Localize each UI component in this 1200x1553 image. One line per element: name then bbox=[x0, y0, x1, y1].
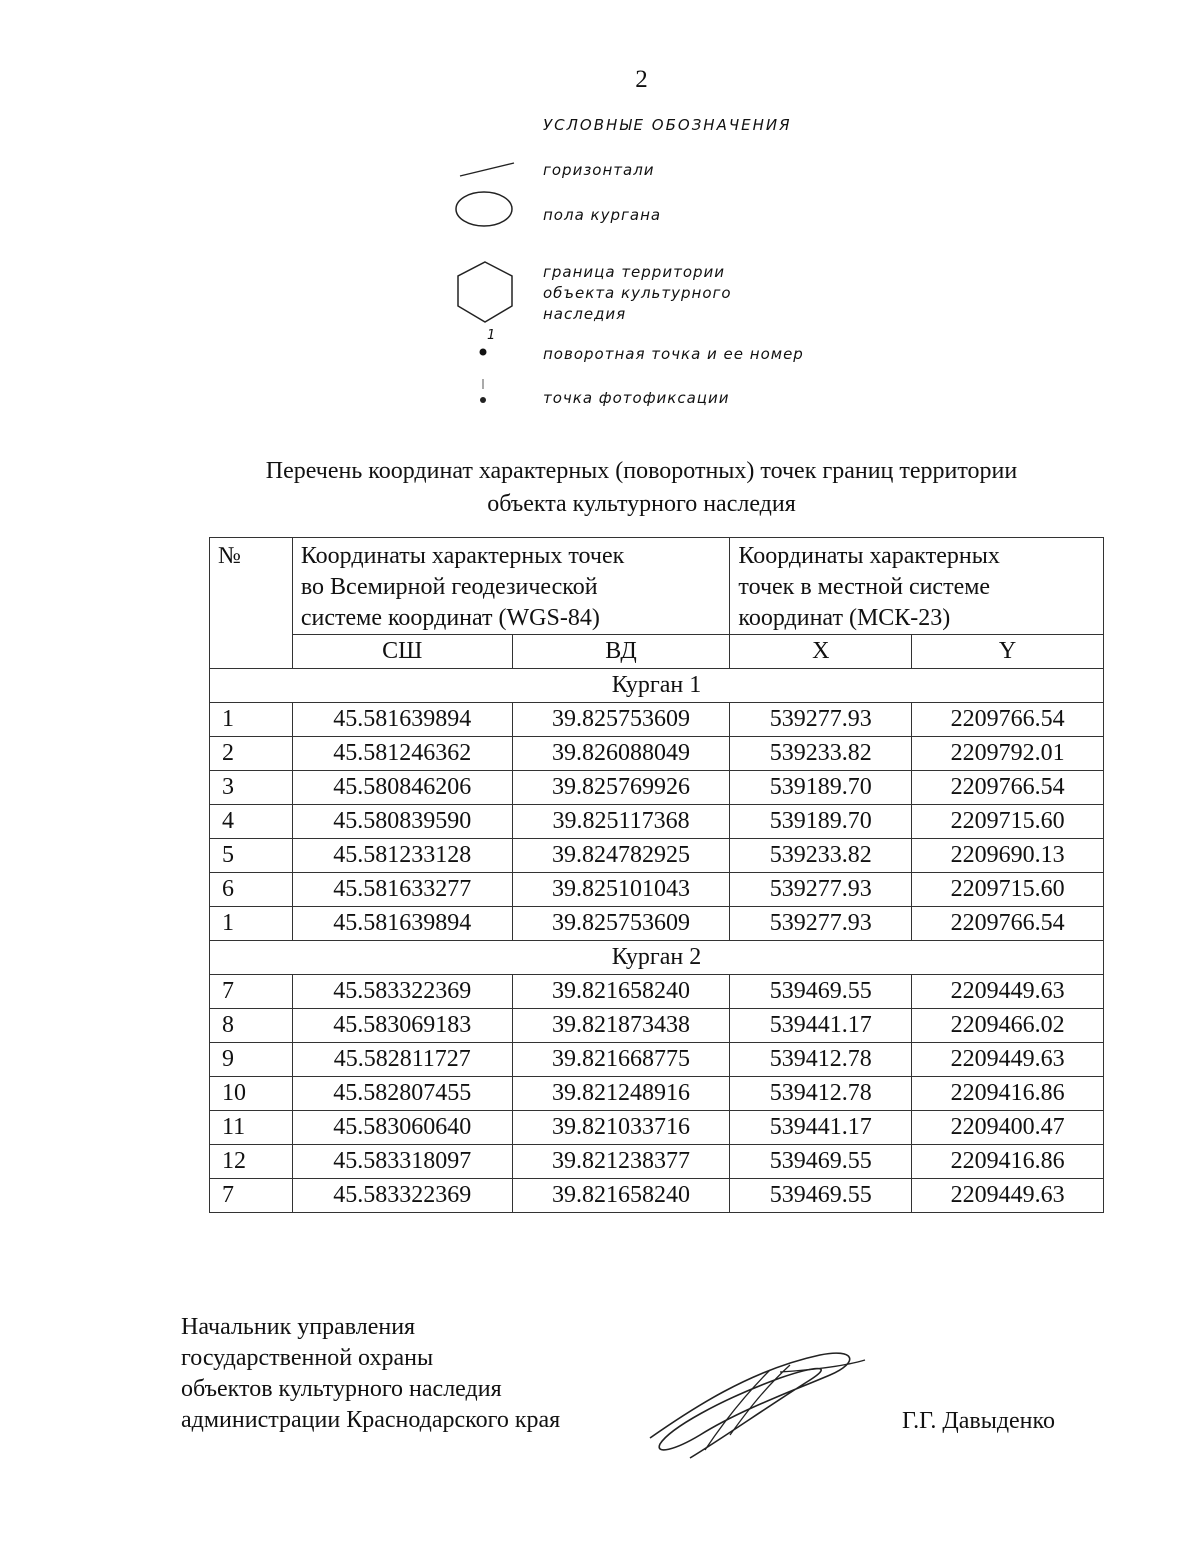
x-coord: 539277.93 bbox=[730, 703, 912, 737]
coordinates-table bbox=[209, 537, 1104, 1213]
section-title: Курган 2 bbox=[210, 941, 1104, 975]
table-row bbox=[210, 737, 1104, 771]
legend-label-turning-point: поворотная точка и ее номер bbox=[543, 345, 804, 363]
longitude: 39.826088049 bbox=[512, 737, 730, 771]
subheader-x: X bbox=[730, 635, 912, 669]
header-msk-line: точек в местной системе bbox=[738, 574, 991, 600]
table-row bbox=[210, 839, 1104, 873]
point-number: 3 bbox=[210, 771, 293, 805]
point-number: 9 bbox=[210, 1043, 293, 1077]
table-row bbox=[210, 907, 1104, 941]
page-number: 2 bbox=[635, 66, 648, 93]
x-coord: 539469.55 bbox=[730, 1179, 912, 1213]
caption-line-1: Перечень координат характерных (поворотных) точек границ территории bbox=[265, 458, 1018, 484]
subheader-y: Y bbox=[912, 635, 1104, 669]
y-coord: 2209449.63 bbox=[912, 1179, 1104, 1213]
longitude: 39.825753609 bbox=[512, 703, 730, 737]
x-coord: 539233.82 bbox=[730, 839, 912, 873]
header-wgs-line: системе координат (WGS-84) bbox=[300, 605, 600, 631]
latitude: 45.580839590 bbox=[292, 805, 512, 839]
latitude: 45.583069183 bbox=[292, 1009, 512, 1043]
table-caption bbox=[0, 455, 1200, 521]
point-number: 6 bbox=[210, 873, 293, 907]
latitude: 45.581639894 bbox=[292, 703, 512, 737]
handwritten-signature bbox=[630, 1340, 870, 1470]
point-number: 11 bbox=[210, 1111, 293, 1145]
point-number: 10 bbox=[210, 1077, 293, 1111]
header-msk-line: Координаты характерных bbox=[738, 543, 1000, 569]
longitude: 39.825101043 bbox=[512, 873, 730, 907]
y-coord: 2209792.01 bbox=[912, 737, 1104, 771]
position-line: администрации Краснодарского края bbox=[181, 1407, 561, 1433]
section-title: Курган 1 bbox=[210, 669, 1104, 703]
turning-point-number: 1 bbox=[487, 328, 497, 343]
longitude: 39.821873438 bbox=[512, 1009, 730, 1043]
header-msk bbox=[730, 538, 1104, 635]
point-number: 12 bbox=[210, 1145, 293, 1179]
point-number: 1 bbox=[210, 703, 293, 737]
y-coord: 2209449.63 bbox=[912, 1043, 1104, 1077]
position-line: Начальник управления bbox=[181, 1314, 416, 1340]
x-coord: 539189.70 bbox=[730, 771, 912, 805]
longitude: 39.825117368 bbox=[512, 805, 730, 839]
subheader-lon: ВД bbox=[512, 635, 730, 669]
table-row bbox=[210, 1009, 1104, 1043]
point-number: 8 bbox=[210, 1009, 293, 1043]
table-row bbox=[210, 975, 1104, 1009]
subheader-lat: СШ bbox=[292, 635, 512, 669]
point-number: 5 bbox=[210, 839, 293, 873]
position-line: государственной охраны bbox=[181, 1345, 434, 1371]
legend-label-ellipse: пола кургана bbox=[543, 206, 662, 224]
header-num: № bbox=[210, 538, 293, 669]
longitude: 39.825769926 bbox=[512, 771, 730, 805]
y-coord: 2209400.47 bbox=[912, 1111, 1104, 1145]
table-row bbox=[210, 805, 1104, 839]
latitude: 45.580846206 bbox=[292, 771, 512, 805]
longitude: 39.821238377 bbox=[512, 1145, 730, 1179]
y-coord: 2209416.86 bbox=[912, 1145, 1104, 1179]
x-coord: 539469.55 bbox=[730, 975, 912, 1009]
latitude: 45.582811727 bbox=[292, 1043, 512, 1077]
y-coord: 2209766.54 bbox=[912, 907, 1104, 941]
legend-label-hexagon-2: объекта культурного bbox=[543, 284, 732, 302]
y-coord: 2209449.63 bbox=[912, 975, 1104, 1009]
ellipse-icon bbox=[452, 188, 518, 232]
position-line: объектов культурного наследия bbox=[181, 1376, 502, 1402]
signatory-position bbox=[181, 1312, 560, 1436]
x-coord: 539189.70 bbox=[730, 805, 912, 839]
latitude: 45.583322369 bbox=[292, 975, 512, 1009]
y-coord: 2209715.60 bbox=[912, 805, 1104, 839]
header-wgs bbox=[292, 538, 730, 635]
latitude: 45.583322369 bbox=[292, 1179, 512, 1213]
latitude: 45.581233128 bbox=[292, 839, 512, 873]
longitude: 39.824782925 bbox=[512, 839, 730, 873]
photo-point-icon bbox=[476, 377, 490, 407]
legend-label-contour: горизонтали bbox=[543, 161, 655, 179]
x-coord: 539441.17 bbox=[730, 1009, 912, 1043]
y-coord: 2209715.60 bbox=[912, 873, 1104, 907]
y-coord: 2209766.54 bbox=[912, 703, 1104, 737]
longitude: 39.821033716 bbox=[512, 1111, 730, 1145]
point-number: 7 bbox=[210, 975, 293, 1009]
latitude: 45.581633277 bbox=[292, 873, 512, 907]
legend-label-hexagon-3: наследия bbox=[543, 305, 627, 323]
y-coord: 2209466.02 bbox=[912, 1009, 1104, 1043]
point-number: 1 bbox=[210, 907, 293, 941]
y-coord: 2209766.54 bbox=[912, 771, 1104, 805]
table-row bbox=[210, 771, 1104, 805]
table-row bbox=[210, 1043, 1104, 1077]
header-msk-line: координат (МСК-23) bbox=[738, 605, 951, 631]
latitude: 45.583318097 bbox=[292, 1145, 512, 1179]
table-row bbox=[210, 703, 1104, 737]
contour-line-icon bbox=[458, 160, 518, 180]
x-coord: 539469.55 bbox=[730, 1145, 912, 1179]
x-coord: 539277.93 bbox=[730, 873, 912, 907]
header-wgs-line: во Всемирной геодезической bbox=[300, 574, 598, 600]
point-number: 4 bbox=[210, 805, 293, 839]
x-coord: 539412.78 bbox=[730, 1043, 912, 1077]
longitude: 39.821248916 bbox=[512, 1077, 730, 1111]
point-number: 7 bbox=[210, 1179, 293, 1213]
section-row bbox=[210, 669, 1104, 703]
section-row bbox=[210, 941, 1104, 975]
latitude: 45.581639894 bbox=[292, 907, 512, 941]
longitude: 39.825753609 bbox=[512, 907, 730, 941]
x-coord: 539412.78 bbox=[730, 1077, 912, 1111]
table-row bbox=[210, 873, 1104, 907]
longitude: 39.821668775 bbox=[512, 1043, 730, 1077]
latitude: 45.583060640 bbox=[292, 1111, 512, 1145]
y-coord: 2209690.13 bbox=[912, 839, 1104, 873]
header-wgs-line: Координаты характерных точек bbox=[300, 543, 625, 569]
hexagon-icon bbox=[450, 258, 520, 328]
latitude: 45.581246362 bbox=[292, 737, 512, 771]
table-row bbox=[210, 1111, 1104, 1145]
legend-title: УСЛОВНЫЕ ОБОЗНАЧЕНИЯ bbox=[543, 116, 792, 134]
latitude: 45.582807455 bbox=[292, 1077, 512, 1111]
table-subheader-row bbox=[210, 635, 1104, 669]
table-header-row bbox=[210, 538, 1104, 635]
caption-line-2: объекта культурного наследия bbox=[487, 491, 796, 517]
turning-point-icon bbox=[476, 345, 490, 359]
x-coord: 539233.82 bbox=[730, 737, 912, 771]
longitude: 39.821658240 bbox=[512, 1179, 730, 1213]
legend-label-hexagon-1: граница территории bbox=[543, 263, 726, 281]
x-coord: 539277.93 bbox=[730, 907, 912, 941]
table-row bbox=[210, 1145, 1104, 1179]
x-coord: 539441.17 bbox=[730, 1111, 912, 1145]
signer-name: Г.Г. Давыденко bbox=[902, 1408, 1055, 1434]
legend-label-photo-point: точка фотофиксации bbox=[543, 389, 730, 407]
longitude: 39.821658240 bbox=[512, 975, 730, 1009]
table-row bbox=[210, 1077, 1104, 1111]
legend bbox=[0, 0, 1200, 430]
table-row bbox=[210, 1179, 1104, 1213]
point-number: 2 bbox=[210, 737, 293, 771]
y-coord: 2209416.86 bbox=[912, 1077, 1104, 1111]
